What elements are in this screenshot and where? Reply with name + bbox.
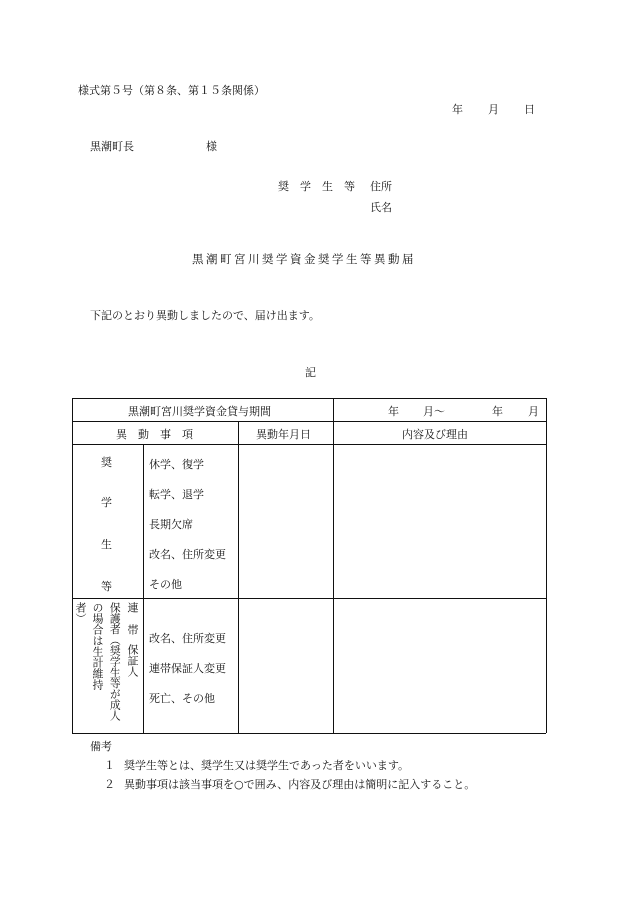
guarantor-change-reason-cell[interactable]: [334, 599, 545, 732]
document-title: 黒潮町宮川奨学資金奨学生等異動届: [192, 252, 416, 266]
student-change-reason-cell[interactable]: [334, 445, 545, 597]
note-text: 異動事項は該当事項を○で囲み、内容及び理由は簡明に記入すること。: [124, 778, 476, 791]
student-change-item: 改名、住所変更: [149, 548, 226, 561]
guarantor-change-date-cell[interactable]: [239, 599, 332, 732]
guarantor-change-item: 連帯保証人変更: [149, 662, 226, 675]
student-change-item: 長期欠席: [149, 518, 193, 531]
column-header-reason: 内容及び理由: [402, 428, 468, 441]
period-month-2: 月: [528, 405, 539, 418]
student-group-label-char: 生: [101, 538, 112, 551]
intro-text: 下記のとおり異動しましたので、届け出ます。: [90, 309, 320, 322]
student-group-label-char: 奨: [101, 456, 112, 469]
guarantor-group-label-col: 保護者（奨学生等が成人: [108, 602, 122, 721]
note-number: １: [104, 759, 115, 772]
date-month-label: 月: [488, 103, 499, 116]
date-day-label: 日: [524, 103, 535, 116]
note-number: ２: [104, 778, 115, 791]
notes-title: 備考: [90, 740, 112, 753]
guarantor-group-label-col: 者）: [74, 602, 87, 624]
change-notification-table: [72, 398, 546, 733]
date-year-label: 年: [452, 103, 463, 116]
period-year-2: 年: [492, 405, 503, 418]
student-group-label-char: 等: [101, 580, 112, 593]
guarantor-group-label-col: 保証人: [126, 644, 139, 677]
period-year-1: 年: [388, 405, 399, 418]
student-change-date-cell[interactable]: [239, 445, 332, 597]
form-number: 様式第５号（第８条、第１５条関係）: [78, 84, 265, 97]
address-label: 住所: [370, 180, 392, 193]
note-text: 奨学生等とは、奨学生又は奨学生であった者をいいます。: [124, 759, 410, 772]
column-header-date: 異動年月日: [256, 428, 311, 441]
guarantor-group-label-col: の場合は生計維持: [91, 602, 104, 690]
column-header-matter: 異 動 事 項: [116, 428, 193, 441]
addressee-honorific: 様: [206, 140, 217, 153]
loan-period-label: 黒潮町宮川奨学資金貸与期間: [128, 405, 271, 418]
ki-label: 記: [305, 366, 316, 379]
addressee-name: 黒潮町長: [90, 140, 134, 153]
student-change-item: 転学、退学: [149, 488, 204, 501]
guarantor-change-item: 改名、住所変更: [149, 632, 226, 645]
guarantor-group-label-col: 連 帯: [126, 602, 139, 635]
applicant-role: 奨 学 生 等: [278, 180, 355, 193]
student-group-label-char: 学: [101, 496, 112, 509]
period-month-1: 月～: [423, 405, 445, 418]
name-label: 氏名: [370, 201, 392, 214]
student-change-item: その他: [149, 578, 182, 591]
guarantor-change-item: 死亡、その他: [149, 692, 215, 705]
student-change-item: 休学、復学: [149, 458, 204, 471]
